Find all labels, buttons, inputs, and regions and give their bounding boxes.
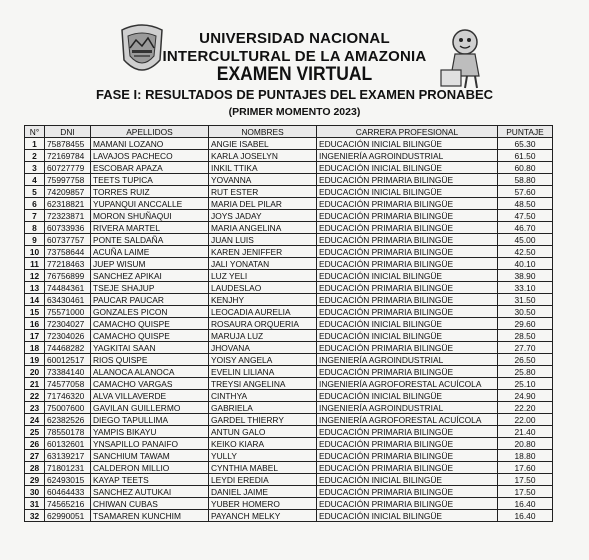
row-number: 19 — [25, 354, 45, 366]
nombres-cell: DANIEL JAIME — [209, 486, 317, 498]
row-number: 15 — [25, 306, 45, 318]
dni-cell: 62382526 — [45, 414, 91, 426]
dni-cell: 60733936 — [45, 222, 91, 234]
nombres-cell: LEYDI EREDIA — [209, 474, 317, 486]
carrera-cell: EDUCACIÓN PRIMARIA BILINGÜE — [317, 342, 498, 354]
nombres-cell: INKIL TTIKA — [209, 162, 317, 174]
table-row — [25, 438, 553, 450]
puntaje-cell: 18.80 — [498, 450, 553, 462]
puntaje-cell: 21.40 — [498, 426, 553, 438]
row-number: 6 — [25, 198, 45, 210]
puntaje-cell: 26.50 — [498, 354, 553, 366]
row-number: 12 — [25, 270, 45, 282]
table-row — [25, 378, 553, 390]
carrera-cell: EDUCACIÓN INICIAL BILINGÜE — [317, 270, 498, 282]
puntaje-cell: 22.00 — [498, 414, 553, 426]
dni-cell: 75571000 — [45, 306, 91, 318]
puntaje-cell: 61.50 — [498, 150, 553, 162]
table-row — [25, 294, 553, 306]
puntaje-cell: 16.40 — [498, 510, 553, 522]
apellidos-cell: CAMACHO VARGAS — [91, 378, 209, 390]
results-subtitle: FASE I: RESULTADOS DE PUNTAJES DEL EXAMEN PRONABEC — [95, 87, 494, 102]
dni-cell: 60464433 — [45, 486, 91, 498]
puntaje-cell: 42.50 — [498, 246, 553, 258]
dni-cell: 60737757 — [45, 234, 91, 246]
nombres-cell: LUZ YELI — [209, 270, 317, 282]
nombres-cell: KENJHY — [209, 294, 317, 306]
apellidos-cell: CALDERON MILLIO — [91, 462, 209, 474]
row-number: 8 — [25, 222, 45, 234]
dni-cell: 72169784 — [45, 150, 91, 162]
table-row — [25, 366, 553, 378]
row-number: 27 — [25, 450, 45, 462]
carrera-cell: EDUCACIÓN PRIMARIA BILINGÜE — [317, 222, 498, 234]
dni-cell: 62318821 — [45, 198, 91, 210]
carrera-cell: EDUCACIÓN INICIAL BILINGÜE — [317, 162, 498, 174]
nombres-cell: GABRIELA — [209, 402, 317, 414]
puntaje-cell: 30.50 — [498, 306, 553, 318]
apellidos-cell: RIOS QUISPE — [91, 354, 209, 366]
table-row — [25, 306, 553, 318]
puntaje-cell: 25.80 — [498, 366, 553, 378]
table-row — [25, 510, 553, 522]
table-row — [25, 186, 553, 198]
nombres-cell: ANTUN GALO — [209, 426, 317, 438]
carrera-cell: EDUCACIÓN PRIMARIA BILINGÜE — [317, 258, 498, 270]
dni-cell: 77218463 — [45, 258, 91, 270]
puntaje-cell: 48.50 — [498, 198, 553, 210]
apellidos-cell: MORON SHUÑAQUI — [91, 210, 209, 222]
puntaje-cell: 17.60 — [498, 462, 553, 474]
row-number: 22 — [25, 390, 45, 402]
nombres-cell: YUBER HOMERO — [209, 498, 317, 510]
puntaje-cell: 25.10 — [498, 378, 553, 390]
apellidos-cell: SANCHIUM TAWAM — [91, 450, 209, 462]
dni-cell: 74468282 — [45, 342, 91, 354]
row-number: 29 — [25, 474, 45, 486]
row-number: 31 — [25, 498, 45, 510]
nombres-cell: LAUDESLAO — [209, 282, 317, 294]
dni-cell: 75007600 — [45, 402, 91, 414]
table-row — [25, 270, 553, 282]
row-number: 17 — [25, 330, 45, 342]
apellidos-cell: LAVAJOS PACHECO — [91, 150, 209, 162]
table-row — [25, 426, 553, 438]
dni-cell: 60012517 — [45, 354, 91, 366]
row-number: 25 — [25, 426, 45, 438]
puntaje-cell: 27.70 — [498, 342, 553, 354]
carrera-cell: EDUCACIÓN INICIAL BILINGÜE — [317, 390, 498, 402]
table-row — [25, 342, 553, 354]
nombres-cell: PAYANCH MELKY — [209, 510, 317, 522]
row-number: 7 — [25, 210, 45, 222]
apellidos-cell: RIVERA MARTEL — [91, 222, 209, 234]
dni-cell: 63139217 — [45, 450, 91, 462]
nombres-cell: ANGIE ISABEL — [209, 138, 317, 150]
dni-cell: 75878455 — [45, 138, 91, 150]
puntaje-cell: 38.90 — [498, 270, 553, 282]
dni-cell: 78550178 — [45, 426, 91, 438]
row-number: 24 — [25, 414, 45, 426]
puntaje-cell: 28.50 — [498, 330, 553, 342]
row-number: 26 — [25, 438, 45, 450]
table-row — [25, 390, 553, 402]
nombres-cell: JHOVANA — [209, 342, 317, 354]
puntaje-cell: 46.70 — [498, 222, 553, 234]
apellidos-cell: TSEJE SHAJUP — [91, 282, 209, 294]
apellidos-cell: GONZALES PICON — [91, 306, 209, 318]
table-row — [25, 258, 553, 270]
table-row — [25, 414, 553, 426]
carrera-cell: EDUCACIÓN PRIMARIA BILINGÜE — [317, 426, 498, 438]
nombres-cell: JALI YONATAN — [209, 258, 317, 270]
puntaje-cell: 17.50 — [498, 474, 553, 486]
moment-label: (PRIMER MOMENTO 2023) — [228, 106, 361, 118]
dni-cell: 72304027 — [45, 318, 91, 330]
table-row — [25, 150, 553, 162]
dni-cell: 72323871 — [45, 210, 91, 222]
nombres-cell: ROSAURA ORQUERIA — [209, 318, 317, 330]
puntaje-cell: 65.30 — [498, 138, 553, 150]
row-number: 32 — [25, 510, 45, 522]
dni-cell: 74577058 — [45, 378, 91, 390]
apellidos-cell: ACUÑA LAIME — [91, 246, 209, 258]
mascot-logo — [437, 26, 489, 90]
apellidos-cell: CAMACHO QUISPE — [91, 330, 209, 342]
table-row — [25, 222, 553, 234]
row-number: 28 — [25, 462, 45, 474]
carrera-cell: EDUCACIÓN INICIAL BILINGÜE — [317, 474, 498, 486]
row-number: 5 — [25, 186, 45, 198]
dni-cell: 72304026 — [45, 330, 91, 342]
carrera-cell: EDUCACIÓN INICIAL BILINGÜE — [317, 138, 498, 150]
nombres-cell: JUAN LUIS — [209, 234, 317, 246]
carrera-cell: INGENIERÍA AGROINDUSTRIAL — [317, 402, 498, 414]
apellidos-cell: YUPANQUI ANCCALLE — [91, 198, 209, 210]
nombres-cell: YULLY — [209, 450, 317, 462]
table-row — [25, 234, 553, 246]
carrera-cell: EDUCACIÓN INICIAL BILINGÜE — [317, 510, 498, 522]
carrera-cell: EDUCACIÓN PRIMARIA BILINGÜE — [317, 462, 498, 474]
row-number: 14 — [25, 294, 45, 306]
carrera-cell: EDUCACIÓN PRIMARIA BILINGÜE — [317, 210, 498, 222]
row-number: 4 — [25, 174, 45, 186]
dni-cell: 74209857 — [45, 186, 91, 198]
row-number: 21 — [25, 378, 45, 390]
puntaje-cell: 16.40 — [498, 498, 553, 510]
carrera-cell: INGENIERÍA AGROINDUSTRIAL — [317, 150, 498, 162]
puntaje-cell: 29.60 — [498, 318, 553, 330]
apellidos-cell: YAGKITAI SAAN — [91, 342, 209, 354]
table-row — [25, 210, 553, 222]
university-name-line2: INTERCULTURAL DE LA AMAZONIA — [162, 48, 427, 65]
table-row — [25, 354, 553, 366]
row-number: 11 — [25, 258, 45, 270]
puntaje-cell: 40.10 — [498, 258, 553, 270]
table-row — [25, 330, 553, 342]
puntaje-cell: 33.10 — [498, 282, 553, 294]
carrera-cell: EDUCACIÓN PRIMARIA BILINGÜE — [317, 486, 498, 498]
apellidos-cell: GAVILAN GUILLERMO — [91, 402, 209, 414]
nombres-cell: CYNTHIA MABEL — [209, 462, 317, 474]
row-number: 9 — [25, 234, 45, 246]
apellidos-cell: TSAMAREN KUNCHIM — [91, 510, 209, 522]
dni-cell: 76756899 — [45, 270, 91, 282]
row-number: 1 — [25, 138, 45, 150]
dni-cell: 73758644 — [45, 246, 91, 258]
puntaje-cell: 31.50 — [498, 294, 553, 306]
col-nombres-header: NOMBRES — [209, 126, 317, 138]
apellidos-cell: PAUCAR PAUCAR — [91, 294, 209, 306]
carrera-cell: EDUCACIÓN INICIAL BILINGÜE — [317, 318, 498, 330]
apellidos-cell: TORRES RUIZ — [91, 186, 209, 198]
apellidos-cell: YNSAPILLO PANAIFO — [91, 438, 209, 450]
table-row — [25, 174, 553, 186]
apellidos-cell: MAMANI LOZANO — [91, 138, 209, 150]
apellidos-cell: KAYAP TEETS — [91, 474, 209, 486]
table-row — [25, 162, 553, 174]
nombres-cell: YOISY ANGELA — [209, 354, 317, 366]
dni-cell: 71801231 — [45, 462, 91, 474]
nombres-cell: MARIA DEL PILAR — [209, 198, 317, 210]
carrera-cell: INGENIERÍA AGROFORESTAL ACUÍCOLA — [317, 378, 498, 390]
col-apellidos-header: APELLIDOS — [91, 126, 209, 138]
apellidos-cell: CHIWAN CUBAS — [91, 498, 209, 510]
carrera-cell: INGENIERÍA AGROINDUSTRIAL — [317, 354, 498, 366]
puntaje-cell: 57.60 — [498, 186, 553, 198]
table-row — [25, 246, 553, 258]
apellidos-cell: SANCHEZ APIKAI — [91, 270, 209, 282]
row-number: 23 — [25, 402, 45, 414]
dni-cell: 71746320 — [45, 390, 91, 402]
apellidos-cell: DIEGO TAPULLIMA — [91, 414, 209, 426]
carrera-cell: EDUCACIÓN PRIMARIA BILINGÜE — [317, 234, 498, 246]
apellidos-cell: JUEP WISUM — [91, 258, 209, 270]
row-number: 2 — [25, 150, 45, 162]
puntaje-cell: 60.80 — [498, 162, 553, 174]
table-row — [25, 318, 553, 330]
dni-cell: 60132601 — [45, 438, 91, 450]
apellidos-cell: SANCHEZ AUTUKAI — [91, 486, 209, 498]
nombres-cell: TREYSI ANGELINA — [209, 378, 317, 390]
dni-cell: 62990051 — [45, 510, 91, 522]
table-row — [25, 198, 553, 210]
dni-cell: 63430461 — [45, 294, 91, 306]
nombres-cell: KAREN JENIFFER — [209, 246, 317, 258]
carrera-cell: EDUCACIÓN PRIMARIA BILINGÜE — [317, 450, 498, 462]
puntaje-cell: 45.00 — [498, 234, 553, 246]
carrera-cell: EDUCACIÓN PRIMARIA BILINGÜE — [317, 438, 498, 450]
puntaje-cell: 20.80 — [498, 438, 553, 450]
nombres-cell: YOVANNA — [209, 174, 317, 186]
dni-cell: 75997758 — [45, 174, 91, 186]
row-number: 30 — [25, 486, 45, 498]
apellidos-cell: PONTE SALDAÑA — [91, 234, 209, 246]
carrera-cell: EDUCACIÓN INICIAL BILINGÜE — [317, 186, 498, 198]
apellidos-cell: ALANOCA ALANOCA — [91, 366, 209, 378]
nombres-cell: EVELIN LILIANA — [209, 366, 317, 378]
dni-cell: 60727779 — [45, 162, 91, 174]
row-number: 18 — [25, 342, 45, 354]
carrera-cell: EDUCACIÓN INICIAL BILINGÜE — [317, 330, 498, 342]
col-number-header: N° — [25, 126, 45, 138]
nombres-cell: KARLA JOSELYN — [209, 150, 317, 162]
row-number: 10 — [25, 246, 45, 258]
table-header-row — [25, 126, 553, 138]
dni-cell: 74565216 — [45, 498, 91, 510]
apellidos-cell: ALVA VILLAVERDE — [91, 390, 209, 402]
carrera-cell: EDUCACIÓN PRIMARIA BILINGÜE — [317, 366, 498, 378]
table-row — [25, 462, 553, 474]
apellidos-cell: YAMPIS BIKAYU — [91, 426, 209, 438]
row-number: 20 — [25, 366, 45, 378]
table-row — [25, 486, 553, 498]
col-dni-header: DNI — [45, 126, 91, 138]
apellidos-cell: TEETS TUPICA — [91, 174, 209, 186]
carrera-cell: EDUCACIÓN PRIMARIA BILINGÜE — [317, 174, 498, 186]
puntaje-cell: 47.50 — [498, 210, 553, 222]
carrera-cell: INGENIERÍA AGROFORESTAL ACUÍCOLA — [317, 414, 498, 426]
table-row — [25, 474, 553, 486]
carrera-cell: EDUCACIÓN PRIMARIA BILINGÜE — [317, 246, 498, 258]
table-row — [25, 450, 553, 462]
row-number: 13 — [25, 282, 45, 294]
nombres-cell: JOYS JADAY — [209, 210, 317, 222]
nombres-cell: LEOCADIA AURELIA — [209, 306, 317, 318]
col-puntaje-header: PUNTAJE — [498, 126, 553, 138]
carrera-cell: EDUCACIÓN PRIMARIA BILINGÜE — [317, 282, 498, 294]
puntaje-cell: 58.80 — [498, 174, 553, 186]
results-table — [24, 125, 553, 522]
table-row — [25, 138, 553, 150]
nombres-cell: CINTHYA — [209, 390, 317, 402]
row-number: 16 — [25, 318, 45, 330]
carrera-cell: EDUCACIÓN PRIMARIA BILINGÜE — [317, 498, 498, 510]
puntaje-cell: 22.20 — [498, 402, 553, 414]
row-number: 3 — [25, 162, 45, 174]
carrera-cell: EDUCACIÓN PRIMARIA BILINGÜE — [317, 306, 498, 318]
puntaje-cell: 24.90 — [498, 390, 553, 402]
table-row — [25, 282, 553, 294]
nombres-cell: MARIA ANGELINA — [209, 222, 317, 234]
dni-cell: 73384140 — [45, 366, 91, 378]
exam-title: EXAMEN VIRTUAL — [216, 64, 373, 85]
table-row — [25, 402, 553, 414]
university-name-line1: UNIVERSIDAD NACIONAL — [199, 30, 390, 47]
carrera-cell: EDUCACIÓN PRIMARIA BILINGÜE — [317, 294, 498, 306]
nombres-cell: MARUJA LUZ — [209, 330, 317, 342]
dni-cell: 74484361 — [45, 282, 91, 294]
document-header — [0, 0, 589, 124]
nombres-cell: GARDEL THIERRY — [209, 414, 317, 426]
table-row — [25, 498, 553, 510]
nombres-cell: KEIKO KIARA — [209, 438, 317, 450]
dni-cell: 62493015 — [45, 474, 91, 486]
col-carrera-header: CARRERA PROFESIONAL — [317, 126, 498, 138]
carrera-cell: EDUCACIÓN PRIMARIA BILINGÜE — [317, 198, 498, 210]
nombres-cell: RUT ESTER — [209, 186, 317, 198]
apellidos-cell: ESCOBAR APAZA — [91, 162, 209, 174]
puntaje-cell: 17.50 — [498, 486, 553, 498]
apellidos-cell: CAMACHO QUISPE — [91, 318, 209, 330]
